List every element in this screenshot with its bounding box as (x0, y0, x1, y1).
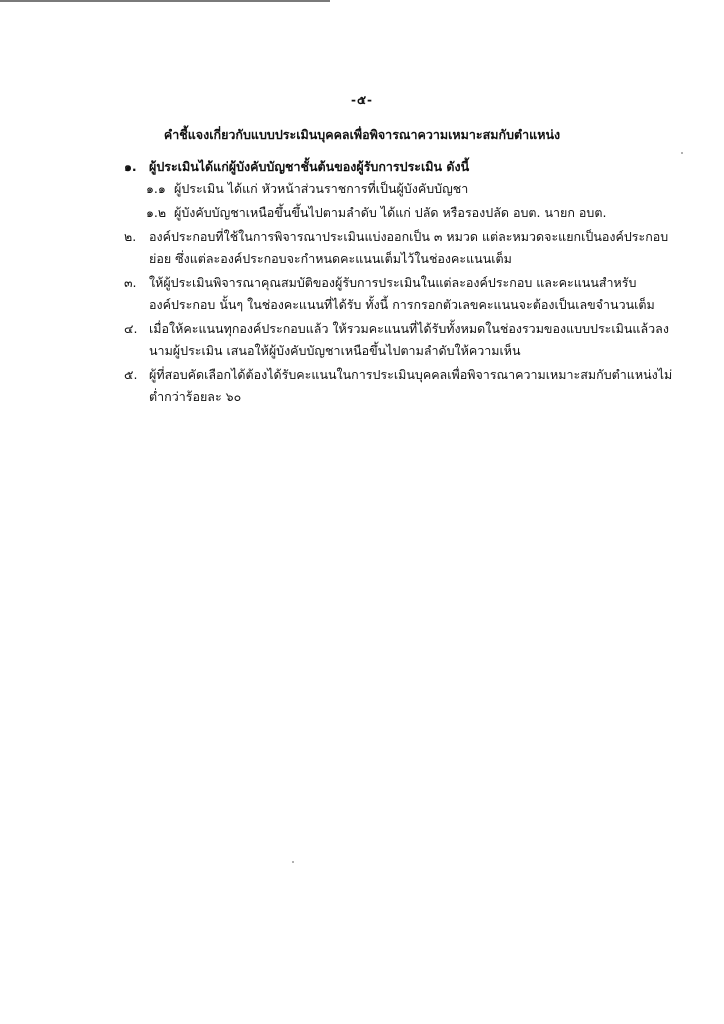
item-1-1-text: ผู้ประเมิน ได้แก่ หัวหน้าส่วนราชการที่เป็นผู้บังคับบัญชา (174, 181, 469, 196)
top-edge-rule (0, 0, 330, 2)
item-1-number: ๑. (124, 159, 137, 174)
item-4-line-2: นามผู้ประเมิน เสนอให้ผู้บังคับบัญชาเหนือขึ้นไปตามลำดับให้ความเห็น (149, 343, 521, 358)
item-2-line-2: ย่อย ซึ่งแต่ละองค์ประกอบจะกำหนดคะแนนเต็มไว้ในช่องคะแนนเต็ม (149, 251, 512, 266)
item-1-2-number: ๑.๒ (146, 205, 167, 220)
item-1-text: ผู้ประเมินได้แก่ผู้บังคับบัญชาชั้นต้นของผู้รับการประเมิน ดังนี้ (149, 159, 470, 174)
item-2-number: ๒. (124, 229, 137, 244)
document-title: คำชี้แจงเกี่ยวกับแบบประเมินบุคคลเพื่อพิจารณาความเหมาะสมกับตำแหน่ง (163, 127, 561, 142)
item-5-text-1: ผู้ที่สอบคัดเลือกได้ต้องได้รับคะแนนในการประเมินบุคคลเพื่อพิจารณาความเหมาะสมกับตำแหน่งไม่ (149, 367, 673, 382)
item-3-number: ๓. (124, 275, 137, 290)
item-4-number: ๔. (124, 321, 138, 336)
item-3-line-2: องค์ประกอบ นั้นๆ ในช่องคะแนนที่ได้รับ ทั้งนี้ การกรอกตัวเลขคะแนนจะต้องเป็นเลขจำนวนเต็ม (149, 297, 655, 312)
item-4-text-1: เมื่อให้คะแนนทุกองค์ประกอบแล้ว ให้รวมคะแนนที่ได้รับทั้งหมดในช่องรวมของแบบประเมินแล้วลง (149, 321, 669, 336)
scan-speck (681, 152, 683, 154)
item-5-number: ๕. (124, 367, 138, 382)
item-3-text-1: ให้ผู้ประเมินพิจารณาคุณสมบัติของผู้รับการประเมินในแต่ละองค์ประกอบ และคะแนนสำหรับ (149, 275, 637, 290)
page-number: -๕- (350, 93, 374, 107)
item-1-1-number: ๑.๑ (146, 181, 166, 196)
item-5-line-2: ต่ำกว่าร้อยละ ๖๐ (149, 389, 242, 404)
item-2-text-1: องค์ประกอบที่ใช้ในการพิจารณาประเมินแบ่งออกเป็น ๓ หมวด แต่ละหมวดจะแยกเป็นองค์ประกอบ (149, 229, 669, 244)
scan-speck (292, 861, 294, 863)
item-1-2-text: ผู้บังคับบัญชาเหนือขึ้นขึ้นไปตามลำดับ ได้แก่ ปลัด หรือรองปลัด อบต. นายก อบต. (174, 205, 607, 220)
